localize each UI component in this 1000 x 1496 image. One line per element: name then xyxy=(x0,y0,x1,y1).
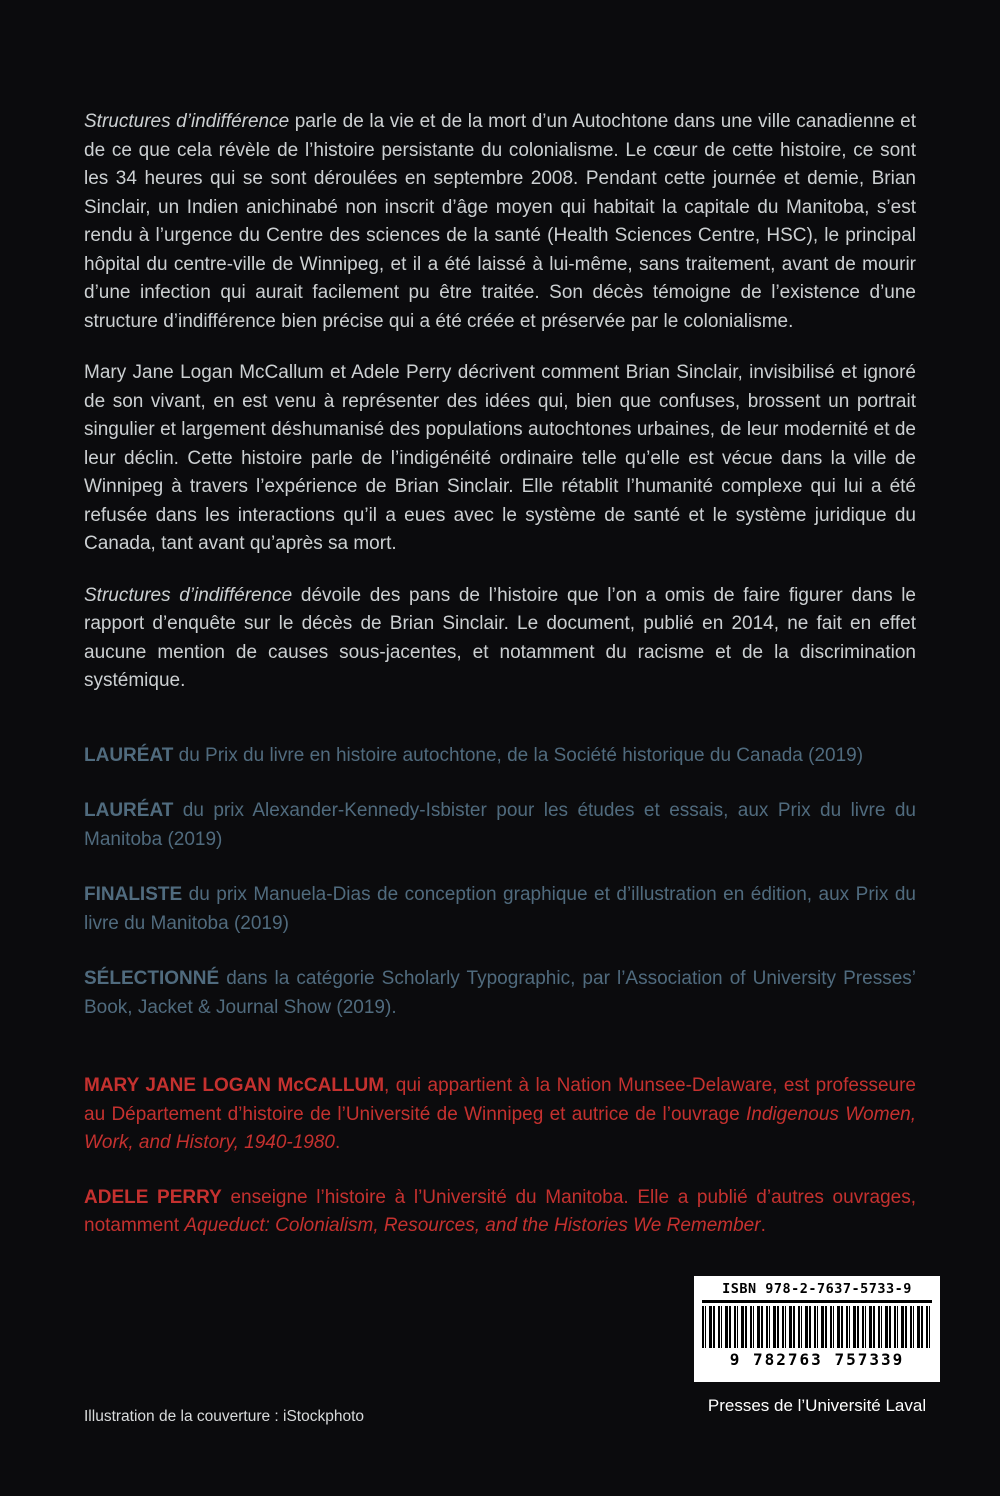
award-text: du prix Manuela-Dias de conception graphique et d’illustration en édition, aux Prix du livre du Manitoba (2019) xyxy=(84,884,916,934)
barcode-bars xyxy=(702,1306,932,1348)
book-title-italic: Structures d’indifférence xyxy=(84,111,290,132)
award-label: LAURÉAT xyxy=(84,800,174,821)
author-bio-text-end: . xyxy=(760,1215,766,1236)
author-bio xyxy=(84,1184,916,1241)
cover-illustration-credit: Illustration de la couverture : iStockphoto xyxy=(84,1408,365,1425)
award-text: du Prix du livre en histoire autochtone, de la Société historique du Canada (2019) xyxy=(173,744,864,766)
author-bio xyxy=(84,1072,916,1158)
book-title-italic: Structures d’indifférence xyxy=(84,584,293,606)
award-label: FINALISTE xyxy=(84,884,183,905)
award-label: LAURÉAT xyxy=(84,744,174,766)
isbn-text: ISBN 978-2-7637-5733-9 xyxy=(702,1281,932,1303)
author-name: MARY JANE LOGAN McCALLUM xyxy=(84,1075,385,1096)
synopsis-paragraph-1 xyxy=(84,108,916,336)
author-bio-text: enseigne l’histoire à l’Université du Manitoba. Elle a publié d’autres ouvrages, notamment xyxy=(84,1186,916,1236)
awards-section xyxy=(84,742,916,1023)
award-label: SÉLECTIONNÉ xyxy=(84,968,220,989)
barcode-panel xyxy=(694,1276,940,1382)
book-reference-italic: Aqueduct: Colonialism, Resources, and the Histories We Remember xyxy=(184,1215,761,1236)
synopsis-paragraph-1-text: parle de la vie et de la mort d’un Autochtone dans une ville canadienne et de ce que cela révèle de l’histoire persistante du colonialisme. Le cœur de cette histoire, ce sont les 34 heures qui se sont déroulées en septembre 2008. Pendant cette journée et demie, Brian Sinclair, un Indien anichinabé non inscrit d’âge moyen qui habitait la capitale du Manitoba, s’est rendu à l’urgence du Centre des sciences de la santé (Health Sciences Centre, HSC), le principal hôpital du centre-ville de Winnipeg, et il a été laissé à lui-même, sans traitement, avant de mourir d’une infection qui aurait facilement pu être traitée. Son décès témoigne de l’existence d’une structure d’indifférence bien précise qui a été créée et préservée par le colonialisme. xyxy=(84,111,916,332)
back-cover-text-block xyxy=(84,108,916,1267)
barcode-digits: 9 782763 757339 xyxy=(729,1350,905,1369)
synopsis-paragraph-3 xyxy=(84,582,916,696)
synopsis-paragraph-2: Mary Jane Logan McCallum et Adele Perry décrivent comment Brian Sinclair, invisibilisé et ignoré de son vivant, en est venu à représenter des idées qui, bien que confuses, brossent un portrait singulier et largement déshumanisé des populations autochtones urbaines, de leur modernité et de leur déclin. Cette histoire parle de l’indigénéité ordinaire telle qu’elle est vécue dans la ville de Winnipeg à travers l’expérience de Brian Sinclair. Elle rétablit l’humanité complexe qui lui a été refusée dans les interactions qu’il a eues avec le système de santé et le système juridique du Canada, tant avant qu’après sa mort. xyxy=(84,362,916,554)
author-bio-text-end: . xyxy=(335,1132,341,1153)
author-name: ADELE PERRY xyxy=(84,1186,222,1208)
publisher-name: Presses de l’Université Laval xyxy=(707,1396,927,1415)
author-bios-section xyxy=(84,1072,916,1241)
award-text: dans la catégorie Scholarly Typographic, par l’Association of University Presses’ Book, Jacket & Journal Show (2019). xyxy=(84,968,916,1018)
synopsis-paragraph-3-text: dévoile des pans de l’histoire que l’on a omis de faire figurer dans le rapport d’enquête sur le décès de Brian Sinclair. Le document, publié en 2014, ne fait en effet aucune mention de causes sous-jacentes, et notamment du racisme et de la discrimination systémique. xyxy=(84,584,916,691)
award-text: du prix Alexander-Kennedy-Isbister pour les études et essais, aux Prix du livre du Manitoba (2019) xyxy=(84,800,916,850)
award-item xyxy=(84,881,916,938)
award-item xyxy=(84,797,916,854)
award-item xyxy=(84,742,916,771)
book-reference-italic: Indigenous Women, Work, and History, 1940-1980 xyxy=(84,1103,916,1153)
award-item xyxy=(84,965,916,1022)
author-bio-text: , qui appartient à la Nation Munsee-Delaware, est professeure au Département d’histoire de l’Université de Winnipeg et autrice de l’ouvrage xyxy=(84,1075,916,1125)
